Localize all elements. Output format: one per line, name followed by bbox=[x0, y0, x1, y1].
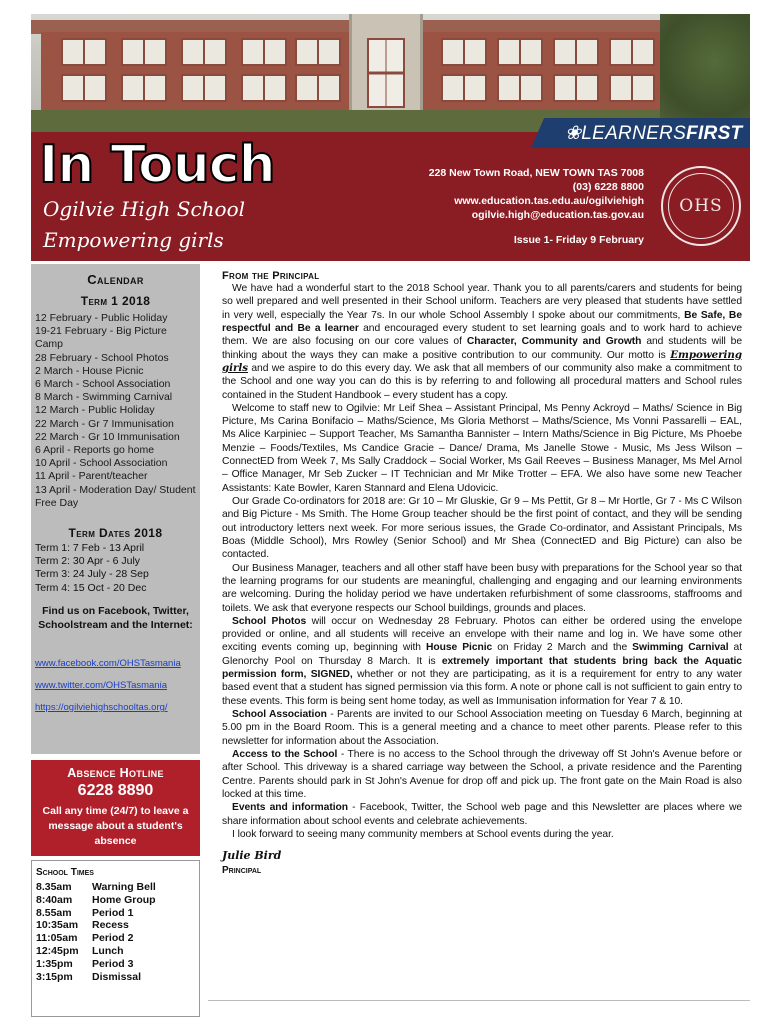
commitments: Be Safe, Be respectful and Be a learner bbox=[222, 309, 742, 334]
social-heading: Find us on Facebook, Twitter, Schoolstream and the Internet: bbox=[38, 605, 193, 631]
absence-hotline-phone: 6228 8890 bbox=[77, 782, 154, 799]
signature: Julie Bird bbox=[222, 849, 282, 863]
absence-hotline-title: Absence Hotline bbox=[67, 766, 164, 780]
inline-bold: Events and information bbox=[232, 802, 349, 814]
time-event: Period 2 bbox=[92, 932, 134, 945]
time-row bbox=[36, 971, 156, 984]
newsletter-title: In Touch bbox=[39, 135, 275, 195]
time-event: Period 1 bbox=[92, 906, 134, 919]
inline-bold: School Photos bbox=[232, 615, 307, 627]
school-motto: Empowering girls bbox=[43, 228, 224, 252]
time-event: Lunch bbox=[92, 944, 124, 957]
time: 8.55am bbox=[36, 906, 72, 919]
calendar-item: 12 March - Public Holiday bbox=[35, 404, 155, 417]
learners-first-icon: ❀ bbox=[565, 123, 582, 144]
calendar-panel bbox=[31, 264, 200, 754]
article-paragraph: School Photos will occur on Wednesday 28 February. Photos can either be ordered using the envelope provided or online, and all students will receive an envelope with their name and log in. We have some other exciting events coming up, beginning with House Picnic on Friday 2 March and the Swimming Carnival at Glenorchy Pool on Thursday 8 March. It is extremely important that students bring back the Aquatic permission form, SIGNED, whether or not they are participating, as it is a requirement for entry to any water based event that a student has signed permission via this form. A note or phone call is not sufficient to gain entry to these events. This form is being sent home today, as well as Immunisation information for Year 7 & 10. bbox=[222, 615, 743, 707]
time: 8.35am bbox=[36, 881, 72, 893]
core-values: Character, Community and Growth bbox=[466, 336, 642, 348]
article-paragraph: We have had a wonderful start to the 2018 School year. Thank you to all parents/carers and students for being so well prepared and well presented in their School uniform. Teachers are very pleased that students have settled in very well, especially the Year 7s. In our whole School Assembly I spoke about our commitments, Be Safe, Be respectful and Be a learner and encouraged every student to set learning goals and to work hard to achieve them. We are also focusing on our core values of Character, Community and Growth and students will be thinking about the ways they can make a positive contribution to our community. Our motto is Empowering girls and we aspire to do this every day. We ask that all members of our community also make a commitment to the School and one way you can do this is by referring to and following all procedural matters and School rules contained in the Student Handbook – every student has a copy. bbox=[222, 283, 743, 401]
inline-bold: House Picnic bbox=[425, 642, 493, 654]
calendar-item: 8 March - Swimming Carnival bbox=[35, 391, 173, 404]
time-row bbox=[36, 919, 156, 932]
time-event: Period 3 bbox=[92, 957, 134, 970]
article-paragraph: Welcome to staff new to Ogilvie: Mr Leif Shea – Assistant Principal, Ms Penny Ackroyd – Maths/ Science in Big Picture, Ms Carina Bonifacio – Maths/Science, Ms Gloria Methorst – Maths/Science, Ms Vonni Passarelli – EAL, Ms Alice Karpiniec – Support Teacher, Ms Samantha Bannister – Intern Maths/Science in Big Picture, Ms Phoebe Menzie – Foods/Textiles, Ms Candice Gracie – Dance/ Drama, Ms Janelle Stowe - Music, Ms Jess Wilson – ConnectED from Week 7, Ms Sally Craddock – Social Worker, Ms Gail Reeves – Business Manager, Ms Mel Arnol – Office Manager, Mr Seb Zucker – IT Technician and Mr Mike Trotter – EFA. We also have some new Teacher Assistants: Kate Bowler, Karen Stannard and Elena Udovicic. bbox=[222, 402, 742, 494]
school-name: Ogilvie High School bbox=[43, 197, 246, 221]
calendar-item: 2 March - House Picnic bbox=[35, 364, 144, 377]
article-paragraph: Events and information - Facebook, Twitter, the School web page and this Newsletter are places where we share information about school events and celebrate achievements. bbox=[222, 802, 743, 827]
newsletter-header bbox=[31, 14, 750, 261]
logo-prefix: LEARNERS bbox=[581, 123, 687, 144]
term-dates-heading: Term Dates 2018 bbox=[68, 526, 163, 540]
contact-address: 228 New Town Road, NEW TOWN TAS 7008 bbox=[428, 167, 644, 179]
term-dates-list bbox=[35, 542, 197, 595]
absence-hotline-panel bbox=[31, 760, 200, 856]
calendar-item: 12 February - Public Holiday bbox=[35, 312, 168, 324]
school-building-photo bbox=[31, 14, 750, 132]
inline-bold: Access to the School bbox=[232, 748, 338, 760]
calendar-item: 11 April - Parent/teacher bbox=[35, 470, 148, 483]
signature-role: Principal bbox=[222, 865, 262, 877]
calendar-list bbox=[35, 312, 197, 510]
principal-article bbox=[222, 270, 742, 876]
time-event: Dismissal bbox=[92, 970, 142, 983]
article-paragraph: Our Business Manager, teachers and all other staff have been busy with preparations for the School year so that the learning programs for our students are meaningful, challenging and engaging and our learning environments are welcoming. During the holiday period we have undertaken refurbishment of some classrooms, staffrooms and toilets. We ask that everyone respects our School buildings, grounds and places. bbox=[222, 562, 742, 614]
absence-hotline-note: Call any time (24/7) to leave a message about a student's absence bbox=[42, 805, 189, 847]
calendar-item: 10 April - School Association bbox=[35, 457, 168, 470]
term-date-item: Term 3: 24 July - 28 Sep bbox=[35, 568, 149, 581]
time-row bbox=[36, 932, 156, 945]
time-event: Home Group bbox=[92, 893, 156, 906]
bottom-divider bbox=[208, 1000, 750, 1001]
article-paragraph: I look forward to seeing many community members at School events during the year. bbox=[232, 828, 614, 840]
time-event: Recess bbox=[92, 919, 129, 932]
time-event: Warning Bell bbox=[92, 881, 156, 893]
calendar-item: 6 April - Reports go home bbox=[35, 444, 155, 457]
calendar-item: 19-21 February - Big Picture Camp bbox=[35, 325, 167, 351]
school-times-table bbox=[36, 881, 156, 983]
term-date-item: Term 4: 15 Oct - 20 Dec bbox=[35, 581, 147, 594]
time-row bbox=[36, 894, 156, 907]
article-heading: From the Principal bbox=[222, 270, 320, 282]
time-row bbox=[36, 945, 156, 958]
time: 8:40am bbox=[36, 893, 73, 906]
motto-inline: Empowering girls bbox=[222, 348, 742, 374]
school-times-heading: School Times bbox=[36, 867, 94, 878]
term-date-item: Term 1: 7 Feb - 13 April bbox=[35, 542, 145, 554]
facebook-link[interactable]: www.facebook.com/OHSTasmania bbox=[35, 658, 181, 669]
inline-bold: extremely important that students bring back the Aquatic permission form, SIGNED, bbox=[222, 655, 742, 681]
sidebar bbox=[31, 264, 200, 1017]
term-heading: Term 1 2018 bbox=[80, 294, 151, 308]
time: 1:35pm bbox=[36, 957, 73, 970]
calendar-item: 22 March - Gr 7 Immunisation bbox=[35, 417, 174, 430]
time: 12:45pm bbox=[36, 944, 79, 957]
contact-email: ogilvie.high@education.tas.gov.au bbox=[471, 209, 644, 221]
logo-suffix: FIRST bbox=[686, 123, 743, 144]
time-row bbox=[36, 907, 156, 920]
learners-first-logo bbox=[565, 122, 742, 145]
school-times-panel bbox=[31, 860, 200, 1017]
time-row bbox=[36, 958, 156, 971]
inline-bold: Swimming Carnival bbox=[632, 642, 729, 654]
calendar-item: 13 April - Moderation Day/ Student Free Day bbox=[35, 483, 196, 509]
calendar-heading: Calendar bbox=[87, 272, 144, 287]
school-crest bbox=[661, 166, 741, 246]
twitter-link[interactable]: www.twitter.com/OHSTasmania bbox=[35, 680, 167, 691]
time: 10:35am bbox=[36, 919, 79, 932]
time-row bbox=[36, 881, 156, 894]
crest-monogram: OHS bbox=[668, 173, 734, 239]
website-link[interactable]: https://ogilviehighschooltas.org/ bbox=[35, 702, 168, 713]
contact-block bbox=[331, 166, 644, 222]
calendar-item: 28 February - School Photos bbox=[35, 351, 169, 364]
calendar-item: 6 March - School Association bbox=[35, 378, 171, 391]
time: 3:15pm bbox=[36, 970, 73, 983]
article-paragraph: School Association - Parents are invited to our School Association meeting on Tuesday 6 March, beginning at 5.00 pm in the Board Room. This is a general meeting and a chance to meet other parents. Please refer to this newsletter for information about the Association. bbox=[222, 709, 742, 747]
calendar-item: 22 March - Gr 10 Immunisation bbox=[35, 430, 180, 443]
article-paragraph: Our Grade Co-ordinators for 2018 are: Gr 10 – Mr Gluskie, Gr 9 – Ms Pettit, Gr 8 – Mr Hortle, Gr 7 - Ms C Wilson and Big Picture - Ms Smith. The Home Group teacher should be the first point of contact, and they will be sending out introductory letters next week. For more serious issues, the Grade Co-ordinator, and Assistant Principals, Ms Boas (Middle School), Mrs Rowley (Senior School) and Mr Shea (ConnectED and Big Picture) can also be contacted. bbox=[222, 496, 742, 561]
contact-phone: (03) 6228 8800 bbox=[572, 181, 644, 193]
time: 11:05am bbox=[36, 932, 78, 945]
inline-bold: School Association bbox=[232, 709, 327, 720]
article-paragraph: Access to the School - There is no access to the School through the driveway off St John's Avenue before or after School. This driveway is a shared carriage way between the School, a private residence and the Parenting Centre. Parents should park in St John's Avenue for drop off and pick up. The front gate on the Main Road is also locked at this time. bbox=[222, 748, 743, 800]
term-date-item: Term 2: 30 Apr - 6 July bbox=[35, 555, 141, 568]
issue-line: Issue 1- Friday 9 February bbox=[513, 234, 644, 246]
contact-website: www.education.tas.edu.au/ogilviehigh bbox=[454, 195, 644, 207]
